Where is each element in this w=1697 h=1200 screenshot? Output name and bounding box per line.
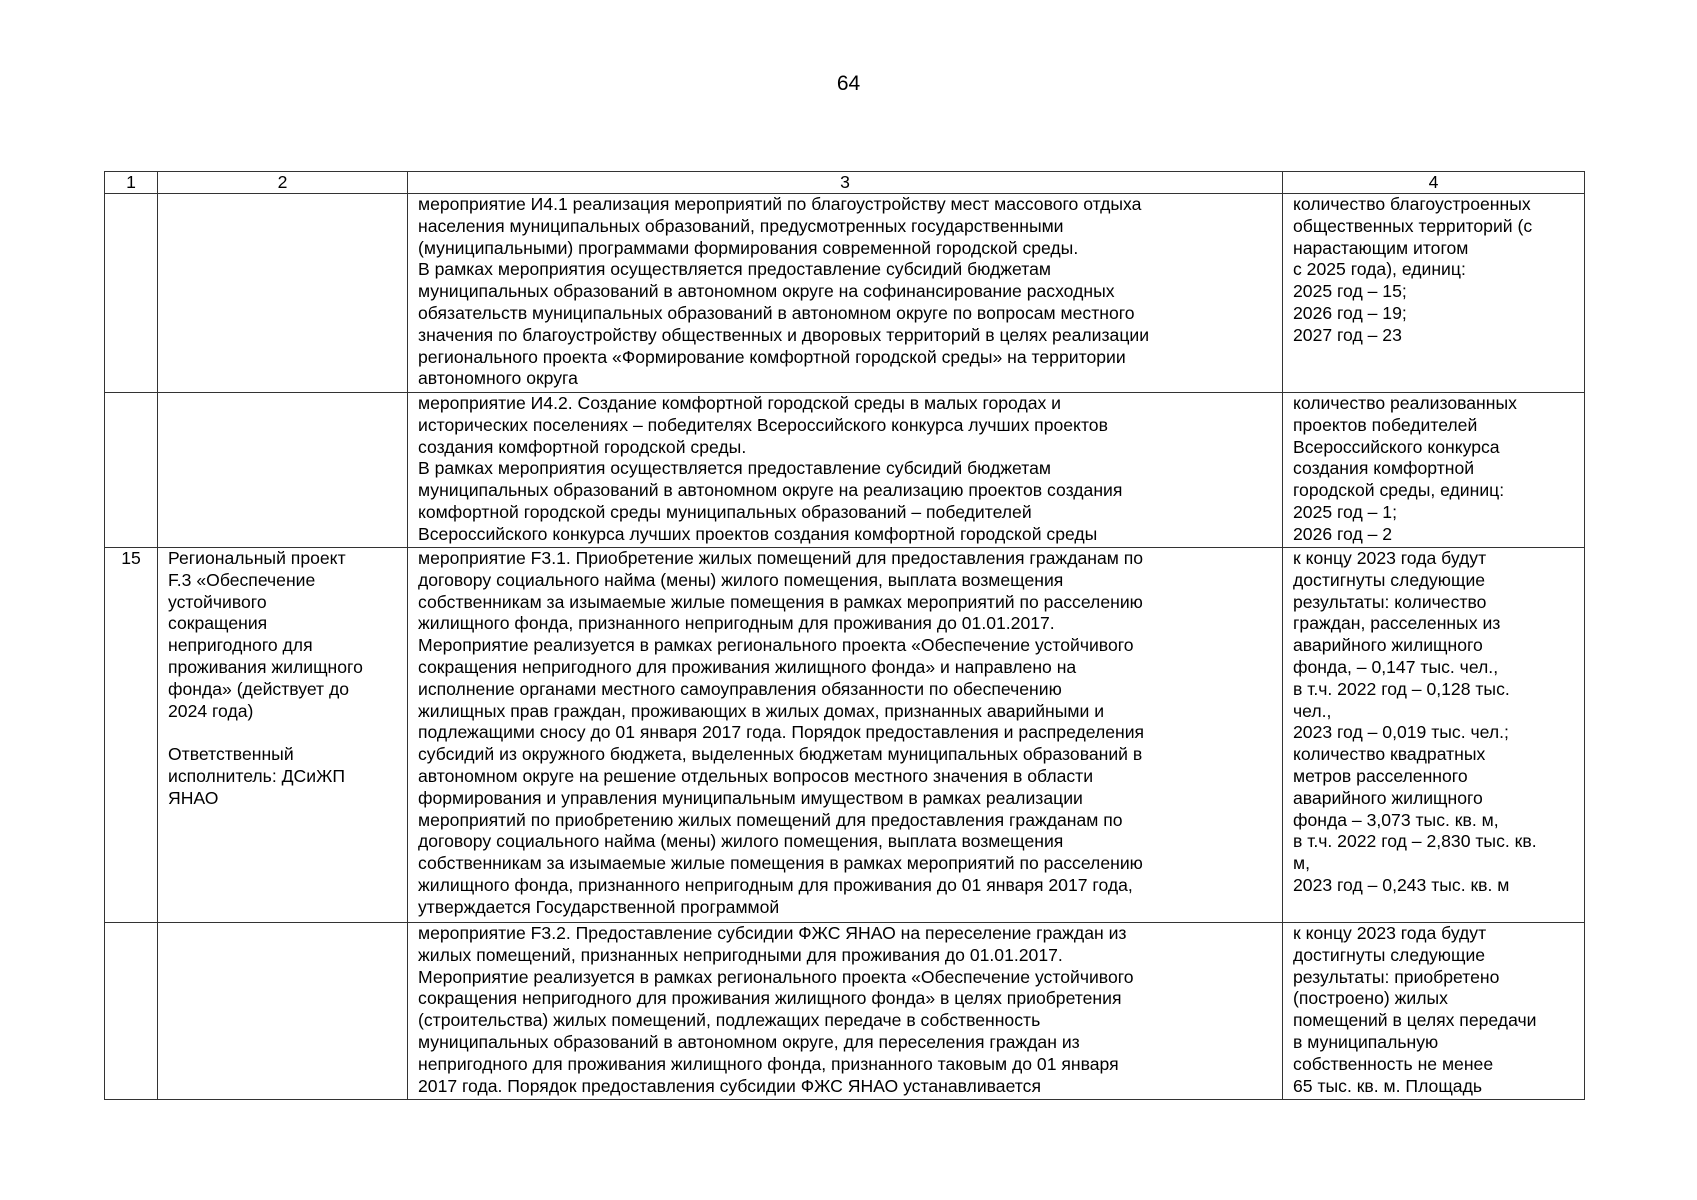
responsible-executor: Ответственный исполнитель: ДСиЖП ЯНАО xyxy=(168,744,345,808)
row-number-cell xyxy=(105,923,158,1100)
measure-description-cell: мероприятие F3.2. Предоставление субсидии ФЖС ЯНАО на переселение граждан из жилых помещений, признанных непригодными для проживания до 01.01.2017. Мероприятие реализуется в рамках регионального проекта «Обеспечение устойчивого сокращения непригодного для проживания жилищного фонда» в целях приобретения (строительства) жилых помещений, подлежащих передаче в собственность муниципальных образований в автономном округе, для переселения граждан из непригодного для проживания жилищного фонда, признанного таковым до 01 января 2017 года. Порядок предоставления субсидии ФЖС ЯНАО устанавливается xyxy=(408,923,1283,1100)
table-header-row xyxy=(105,172,1585,194)
project-cell xyxy=(158,393,408,548)
table-row xyxy=(105,548,1585,923)
table-row xyxy=(105,393,1585,548)
header-col-3: 3 xyxy=(408,172,1283,194)
measure-description-cell: мероприятие И4.2. Создание комфортной городской среды в малых городах и исторических поселениях – победителях Всероссийского конкурса лучших проектов создания комфортной городской среды. В рамках мероприятия осуществляется предоставление субсидий бюджетам муниципальных образований в автономном округе на реализацию проектов создания комфортной городской среды муниципальных образований – победителей Всероссийского конкурса лучших проектов создания комфортной городской среды xyxy=(408,393,1283,548)
indicator-cell: к концу 2023 года будут достигнуты следующие результаты: количество граждан, расселенных из аварийного жилищного фонда, – 0,147 тыс. чел., в т.ч. 2022 год – 0,128 тыс. чел., 2023 год – 0,019 тыс. чел.; количество квадратных метров расселенного аварийного жилищного фонда – 3,073 тыс. кв. м, в т.ч. 2022 год – 2,830 тыс. кв. м, 2023 год – 0,243 тыс. кв. м xyxy=(1283,548,1585,923)
measure-description-cell: мероприятие F3.1. Приобретение жилых помещений для предоставления гражданам по договору социального найма (мены) жилого помещения, выплата возмещения собственникам за изымаемые жилые помещения в рамках мероприятий по расселению жилищного фонда, признанного непригодным для проживания до 01.01.2017. Мероприятие реализуется в рамках регионального проекта «Обеспечение устойчивого сокращения непригодного для проживания жилищного фонда» и направлено на исполнение органами местного самоуправления обязанности по обеспечению жилищных прав граждан, проживающих в жилых домах, признанных аварийными и подлежащими сносу до 01 января 2017 года. Порядок предоставления и распределения субсидий из окружного бюджета, выделенных бюджетам муниципальных образований в автономном округе на решение отдельных вопросов местного значения в области формирования и управления муниципальным имуществом в рамках реализации мероприятий по приобретению жилых помещений для предоставления гражданам по договору социального найма (мены) жилого помещения, выплата возмещения собственникам за изымаемые жилые помещения в рамках мероприятий по расселению жилищного фонда, признанного непригодным для проживания до 01 января 2017 года, утверждается Государственной программой xyxy=(408,548,1283,923)
row-number-cell: 15 xyxy=(105,548,158,923)
measures-table xyxy=(104,171,1585,1100)
indicator-cell: количество благоустроенных общественных территорий (с нарастающим итогом с 2025 года), единиц: 2025 год – 15; 2026 год – 19; 2027 год – 23 xyxy=(1283,194,1585,393)
header-col-4: 4 xyxy=(1283,172,1585,194)
row-number-cell xyxy=(105,194,158,393)
project-cell xyxy=(158,194,408,393)
header-col-2: 2 xyxy=(158,172,408,194)
row-number-cell xyxy=(105,393,158,548)
project-title: Региональный проект F.3 «Обеспечение устойчивого сокращения непригодного для проживания жилищного фонда» (действует до 2024 года) xyxy=(168,548,363,721)
project-cell xyxy=(158,548,408,923)
paragraph-gap xyxy=(168,722,397,744)
indicator-cell: к концу 2023 года будут достигнуты следующие результаты: приобретено (построено) жилых помещений в целях передачи в муниципальную собственность не менее 65 тыс. кв. м. Площадь xyxy=(1283,923,1585,1100)
indicator-cell: количество реализованных проектов победителей Всероссийского конкурса создания комфортной городской среды, единиц: 2025 год – 1; 2026 год – 2 xyxy=(1283,393,1585,548)
header-col-1: 1 xyxy=(105,172,158,194)
project-cell xyxy=(158,923,408,1100)
measure-description-cell: мероприятие И4.1 реализация мероприятий по благоустройству мест массового отдыха населения муниципальных образований, предусмотренных государственными (муниципальными) программами формирования современной городской среды. В рамках мероприятия осуществляется предоставление субсидий бюджетам муниципальных образований в автономном округе на софинансирование расходных обязательств муниципальных образований в автономном округе по вопросам местного значения по благоустройству общественных и дворовых территорий в целях реализации регионального проекта «Формирование комфортной городской среды» на территории автономного округа xyxy=(408,194,1283,393)
table-row xyxy=(105,194,1585,393)
table-row xyxy=(105,923,1585,1100)
page-number: 64 xyxy=(836,72,861,95)
